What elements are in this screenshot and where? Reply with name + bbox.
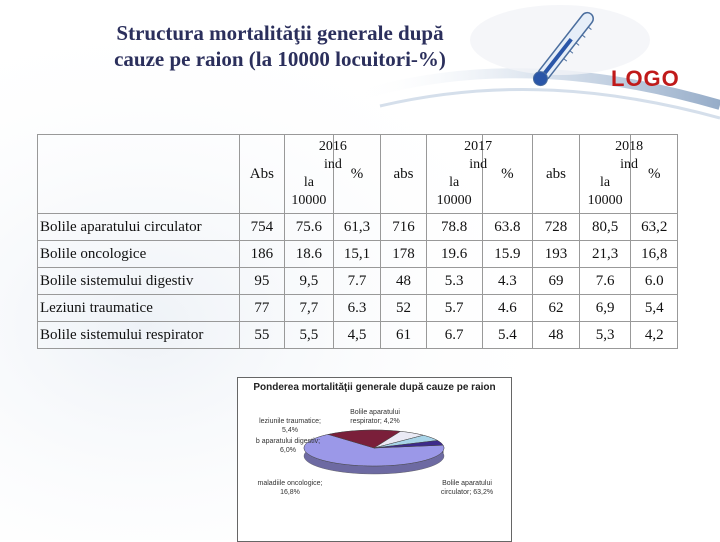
header-ind-2017: 2017 ind la 10000 [426,135,482,214]
table-row [38,214,678,241]
header-ind-2016: 2016 ind la 10000 [285,135,334,214]
table-cell: 7.7 [333,268,381,295]
table-cell: 728 [533,214,580,241]
slice-label-respirator: Bolile aparatului respirator; 4,2% [350,409,400,425]
table-cell: 75.6 [285,214,334,241]
table-cell: 186 [239,241,284,268]
table-cell: 48 [381,268,426,295]
table-header-row [38,135,678,214]
header-pct-2017: % [482,135,533,214]
table-cell: 193 [533,241,580,268]
table-row [38,295,678,322]
slide-title [60,20,500,72]
table-cell: 63.8 [482,214,533,241]
pie-chart [237,377,512,542]
table-cell: 62 [533,295,580,322]
table-cell: 6,9 [579,295,631,322]
table-cell: 19.6 [426,241,482,268]
table-cell: 7,7 [285,295,334,322]
table-cell: 78.8 [426,214,482,241]
table-cell: 77 [239,295,284,322]
row-label: Bolile sistemului digestiv [38,268,240,295]
table-cell: 6.7 [426,322,482,349]
title-line-1: Structura mortalităţii generale după [116,21,444,45]
header-pct-2016: % [333,135,381,214]
table-cell: 5,5 [285,322,334,349]
table-cell: 9,5 [285,268,334,295]
table-cell: 6.0 [631,268,678,295]
title-line-2: cauze pe raion (la 10000 locuitori-%) [114,47,446,71]
table-cell: 61 [381,322,426,349]
table-cell: 6.3 [333,295,381,322]
table-cell: 5,3 [579,322,631,349]
table-cell: 80,5 [579,214,631,241]
table-cell: 48 [533,322,580,349]
pie-chart-svg [238,378,511,541]
table-cell: 15.9 [482,241,533,268]
table-cell: 5,4 [631,295,678,322]
table-cell: 4.6 [482,295,533,322]
table-cell: 18.6 [285,241,334,268]
table-cell: 4,5 [333,322,381,349]
table-cell: 716 [381,214,426,241]
table-cell: 4,2 [631,322,678,349]
header-abs-2018: abs [533,135,580,214]
header-empty-cell [38,135,240,214]
table-cell: 95 [239,268,284,295]
table-cell: 4.3 [482,268,533,295]
slice-label-oncologice: maladiile oncologice; 16,8% [257,480,323,496]
table-cell: 15,1 [333,241,381,268]
thermometer-icon [512,6,612,96]
table-cell: 55 [239,322,284,349]
table-cell: 61,3 [333,214,381,241]
row-label: Bolile oncologice [38,241,240,268]
slice-label-digestiv: b aparatului digestiv; 6,0% [255,438,321,454]
mortality-table [37,134,678,349]
header-ind-2018: 2018 ind la 10000 [579,135,631,214]
table-cell: 178 [381,241,426,268]
header-abs-2016: Abs [239,135,284,214]
table-cell: 69 [533,268,580,295]
table-cell: 21,3 [579,241,631,268]
row-label: Leziuni traumatice [38,295,240,322]
table-cell: 52 [381,295,426,322]
table-cell: 63,2 [631,214,678,241]
header-abs-2017: abs [381,135,426,214]
slice-label-circulator: Bolile aparatului circulator; 63,2% [440,480,494,496]
logo: LOGO [611,66,680,91]
row-label: Bolile sistemului respirator [38,322,240,349]
chart-title: Ponderea mortalităţii generale după cauze pe raion [253,382,496,393]
table-row [38,322,678,349]
table-cell: 5.7 [426,295,482,322]
table-cell: 754 [239,214,284,241]
table-cell: 5.4 [482,322,533,349]
row-label: Bolile aparatului circulator [38,214,240,241]
table-cell: 16,8 [631,241,678,268]
table-row [38,241,678,268]
slice-label-traumatice: leziunile traumatice; 5,4% [259,418,321,434]
table-row [38,268,678,295]
table-cell: 7.6 [579,268,631,295]
table-cell: 5.3 [426,268,482,295]
header-pct-2018: % [631,135,678,214]
